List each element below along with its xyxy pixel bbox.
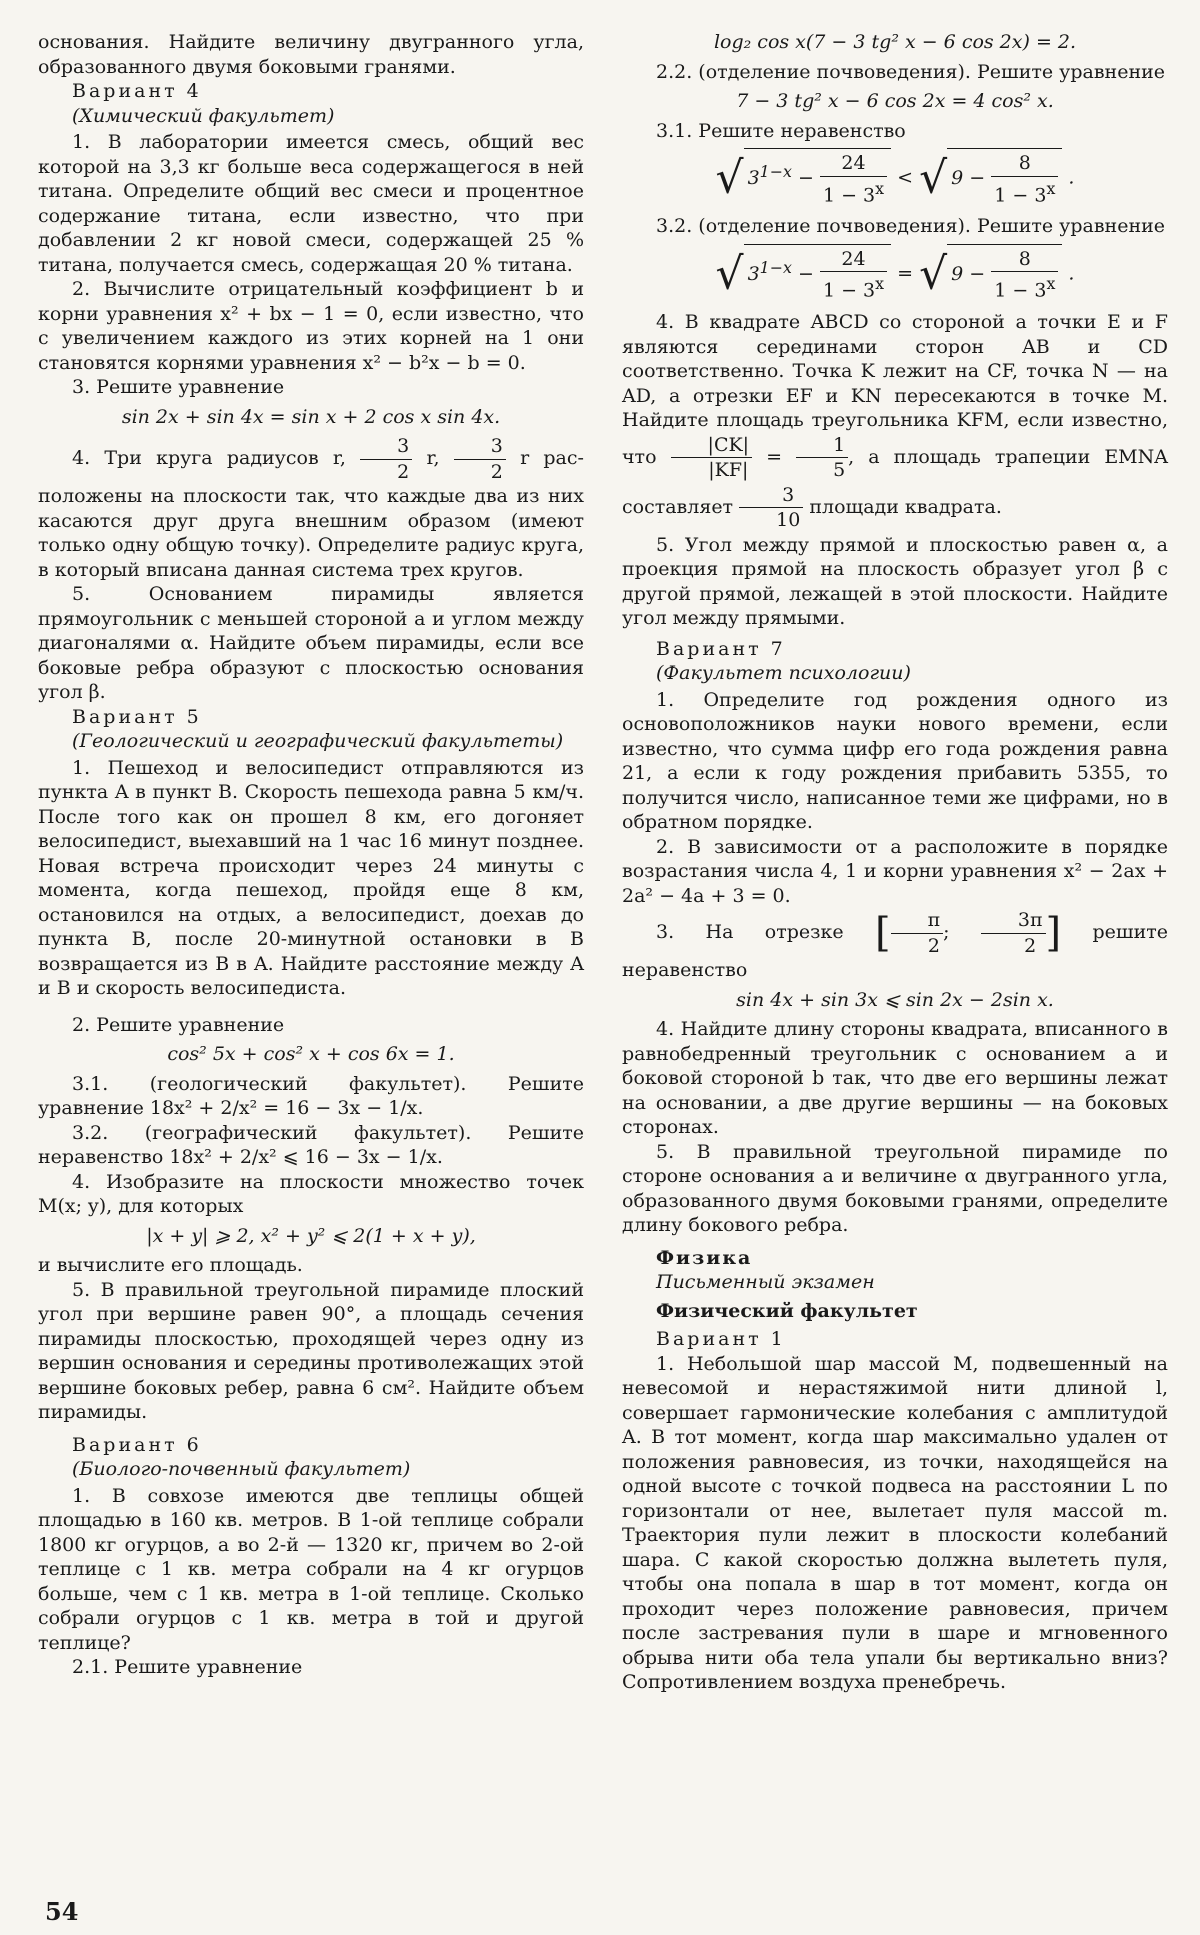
minus-sign: − [797,167,814,190]
period: . [1068,262,1075,285]
frac-den [991,271,1058,303]
equals-sign: = [766,445,783,468]
sqrt-sign-icon: √ [715,248,744,300]
frac-num: |CK| [707,433,750,456]
radicand [744,148,892,209]
den-text: 1 − 3 [994,183,1047,206]
v4-p4-mid1: r, [426,447,440,469]
left-column [38,30,584,1680]
variant-6-header: Вариант 6 [72,1433,202,1456]
radical-left [716,148,892,209]
subject-physics: Физика [656,1246,753,1269]
base: 3 [747,263,760,285]
frac-num: 3 [782,483,795,506]
v7-inequality-3: sin 4x + sin 3x ⩽ sin 2x − 2sin x. [736,988,1054,1011]
v5-problem-4-end: и вычислите его площадь. [38,1254,303,1276]
v7-problem-5: 5. В правильной треугольной пирамиде по стороне основания a и величине α двугранного угла, образованного двумя боковыми гранями, определите длину бокового ребра. [622,1140,1168,1237]
variant-6-faculty: (Биолого-почвенный факультет) [72,1458,411,1480]
equals-sign: = [897,262,914,285]
physics-problem-1: 1. Небольшой шар массой M, подвешенный на невесомой и нерастяжимой нити длиной l, совершает гармонические колебания с амплитудой A. В тот момент, когда шар максимально удален от положения равновесия, из точки, находящейся на одной высоте с точкой подвеса на расстоянии L по горизонтали от нее, вылетает пуля массой m. Траектория пули лежит в плоскости колебаний шара. С какой скоростью должна вылететь пуля, чтобы она попала в шар в тот момент, когда он проходит через положение равновесия, причем после застревания пули в шаре и мгновенного обрыва нити оба тела упали бы вертикально вниз? Сопротивлением воздуха пренебречь. [622,1352,1168,1694]
v5-problem-3-1: 3.1. (геологический факультет). Решите уравнение 18x² + 2/x² = 16 − 3x − 1/x. [38,1072,584,1119]
page-number: 54 [45,1897,79,1926]
frac-den: |KF| [671,457,753,483]
variant-5-header: Вариант 5 [72,705,202,728]
fraction-pi-half [891,908,944,958]
variant-5-faculty: (Геологический и географический факультеты) [72,730,564,752]
physics-variant-1-header: Вариант 1 [656,1328,786,1351]
den-exponent: x [875,178,885,198]
v7-problem-1: 1. Определите год рождения одного из основоположников науки нового времени, если известно, что сумма цифр его года рождения равна 21, а если к году рождения прибавить 5355, то получится число, написанное теми же цифрами, но в обратном порядке. [622,688,1168,834]
fraction [820,151,887,207]
fraction-3pi-half [981,908,1046,958]
den-exponent: x [1046,274,1056,294]
nine-minus: 9 − [951,167,986,190]
minus-sign: − [797,263,814,285]
fraction [991,247,1058,303]
den-exponent: x [875,274,885,294]
radicand [947,244,1062,305]
v6-problem-5: 5. Угол между прямой и плоскостью равен α, а проекция прямой на плоскость образует угол β с другой прямой, лежащей в этой плоскости. Найдите угол между прямыми. [622,533,1168,630]
left-bracket: [ [875,909,891,956]
v5-problem-3-2: 3.2. (географический факультет). Решите неравенство 18x² + 2/x² ⩽ 16 − 3x − 1/x. [38,1121,584,1168]
v7-problem-2: 2. В зависимости от a расположите в порядке возрастания числа 4, 1 и корни уравнения x² − 2ax + 2a² − 4a + 3 = 0. [622,835,1168,907]
p3-text-b: решите неравенство [622,921,1168,982]
frac-den: 2 [360,459,412,485]
v6-problem-2-1: 2.1. Решите уравнение [72,1656,303,1678]
sqrt-sign-icon: √ [919,248,948,300]
exam-type: Письменный экзамен [656,1271,875,1294]
v4-problem-4 [38,434,584,582]
fraction [991,151,1058,207]
frac-den: 2 [981,933,1046,959]
den-text: 1 − 3 [822,279,876,302]
period: . [1068,166,1075,189]
frac-num: 8 [1018,152,1031,174]
frac-num: 3π [1017,909,1043,932]
v4-equation-3: sin 2x + sin 4x = sin x + 2 cos x sin 4x. [121,405,501,428]
v6-equation-2-2: 7 − 3 tg² x − 6 cos 2x = 4 cos² x. [736,90,1054,112]
v7-problem-3 [622,908,1168,983]
frac-num: π [927,909,941,932]
sqrt-sign-icon: √ [919,152,948,204]
v5-equation-2: cos² 5x + cos² x + cos 6x = 1. [167,1043,455,1065]
frac-den: 2 [454,459,506,485]
v6-equation-3-2 [622,244,1168,305]
frac-num: 24 [841,152,866,174]
frac-num: 3 [397,435,410,457]
v5-problem-4: 4. Изобразите на плоскости множество точек M(x; y), для которых [38,1170,584,1217]
frac-den: 5 [796,457,848,483]
v5-problem-1: 1. Пешеход и велосипедист отправляются из пункта A в пункт B. Скорость пешехода равна 5 км/ч. После того как он прошел 8 км, его догоняет велосипедист, выехавший на 1 час 16 минут позднее. Новая встреча происходит через 24 минуты с момента, когда пешеход, пройдя еще 8 км, остановился на отдых, а велосипедист, доехав до пункта B, после 20-минутной остановки в B возвращается из B в A. Найдите расстояние между A и B и скорость велосипедиста. [38,756,584,999]
fraction-three-tenths [739,483,803,533]
v4-problem-5: 5. Основанием пирамиды является прямоугольник с меньшей стороной a и углом между диагоналями α. Найдите объем пирамиды, если все боковые ребра образуют с плоскостью основания угол β. [38,583,584,703]
base: 3 [747,167,760,190]
v4-p4-start: 4. Три круга радиусов r, [72,447,346,469]
less-than-sign: < [897,166,914,189]
variant-7-faculty: (Факультет психологии) [656,662,911,685]
frac-den [820,176,887,208]
v5-problem-5: 5. В правильной треугольной пирамиде плоский угол при вершине равен 90°, а площадь сечения пирамиды плоскостью, проходящей через одну из вершин основания и середины противолежащих этой вершине боковых ребер, равна 6 см². Найдите объем пирамиды. [38,1278,584,1423]
v4-problem-1: 1. В лаборатории имеется смесь, общий вес которой на 3,3 кг больше веса содержащегося в ней титана. Определите общий вес смеси и процентное содержание титана, если известно, что при добавлении 2 кг новой смеси, содержащей 25 % титана, получается смесь, содержащая 20 % титана. [38,131,584,276]
physics-department: Физический факультет [656,1299,918,1322]
nine-minus: 9 − [951,263,986,285]
frac-den: 2 [891,933,944,959]
fraction-ck-kf [671,433,753,483]
frac-num: 24 [841,247,866,270]
frac-den [991,176,1058,208]
p4-text-c: площади квадрата. [809,495,1002,518]
frac-num: 3 [490,435,503,457]
v4-problem-3: 3. Решите уравнение [72,376,285,398]
fraction-one-fifth [796,433,848,483]
v6-problem-4 [622,310,1168,533]
v6-problem-2-2: 2.2. (отделение почвоведения). Решите уравнение [656,60,1166,83]
v6-problem-1: 1. В совхозе имеются две теплицы общей площадью в 160 кв. метров. В 1-ой теплице собрали 1800 кг огурцов, а во 2-й — 1320 кг, причем во 2-ой теплице с 1 кв. метра собрали на 4 кг огурцов больше, чем с 1 кв. метра в 1-ой теплице. Сколько собрали огурцов с 1 кв. метра в той и другой теплице? [38,1484,584,1654]
exponent: 1−x [759,257,792,277]
v5-problem-2: 2. Решите уравнение [72,1013,285,1036]
den-text: 1 − 3 [822,183,876,206]
frac-den: 10 [739,507,803,533]
p4-text-a: 4. В квадрате ABCD со стороной a точки E и F являются серединами сторон AB и CD соответственно. Точка K лежит на CF, точка N — на AD, а отрезки EF и KN пересекаются в точке M. Найдите площадь треугольника KFM, если известно, что [622,311,1168,468]
variant-7-header: Вариант 7 [656,637,786,660]
v6-problem-3-1: 3.1. Решите неравенство [656,119,906,142]
fraction [820,247,887,303]
radicand [744,244,892,305]
frac-num: 1 [833,433,846,456]
intro-paragraph: основания. Найдите величину двугранного угла, образованного двумя боковыми гранями. [38,31,584,78]
v4-p4-mid2: r рас- [520,447,584,469]
variant-4-faculty: (Химический факультет) [72,104,335,127]
v6-problem-3-2: 3.2. (отделение почвоведения). Решите уравнение [656,215,1166,238]
v6-inequality-3-1 [622,148,1168,209]
radical-right [919,148,1062,209]
frac-num: 8 [1018,247,1031,270]
v5-system-4: |x + y| ⩾ 2, x² + y² ⩽ 2(1 + x + y), [146,1224,476,1247]
v7-problem-4: 4. Найдите длину стороны квадрата, вписанного в равнобедренный треугольник с основанием a и боковой стороной b так, что две его вершины лежат на основании, а две другие вершины — на боковых сторонах. [622,1018,1168,1139]
frac-den [820,271,887,303]
log-equation: log₂ cos x(7 − 3 tg² x − 6 cos 2x) = 2. [713,31,1077,53]
fraction-three-halves [360,434,412,484]
fraction-three-halves [454,434,506,484]
separator: ; [943,921,950,944]
radical-left [716,244,892,305]
exponent: 1−x [759,161,792,181]
variant-4-header: Вариант 4 [72,80,202,102]
sqrt-sign-icon: √ [715,152,744,204]
den-text: 1 − 3 [994,279,1047,302]
radicand [947,148,1062,209]
p4-text-b: , а площадь трапеции EMNA составляет [622,445,1168,518]
den-exponent: x [1046,178,1056,198]
v4-problem-2: 2. Вычислите отрицательный коэффициент b и корни уравнения x² + bx − 1 = 0, если известно, что с увеличением каждого из этих корней на 1 они становятся корнями уравнения x² − b²x − b = 0. [38,278,584,374]
v4-p4-rest: положены на плоскости так, что каждые два из них касаются друг друга внешним образом (имеют только одну общую точку). Определите радиус круга, в который вписана данная система трех кругов. [38,485,584,581]
right-bracket: ] [1045,909,1062,956]
radical-right [919,244,1062,305]
p3-text-a: 3. На отрезке [656,921,844,944]
right-column [622,30,1168,1695]
